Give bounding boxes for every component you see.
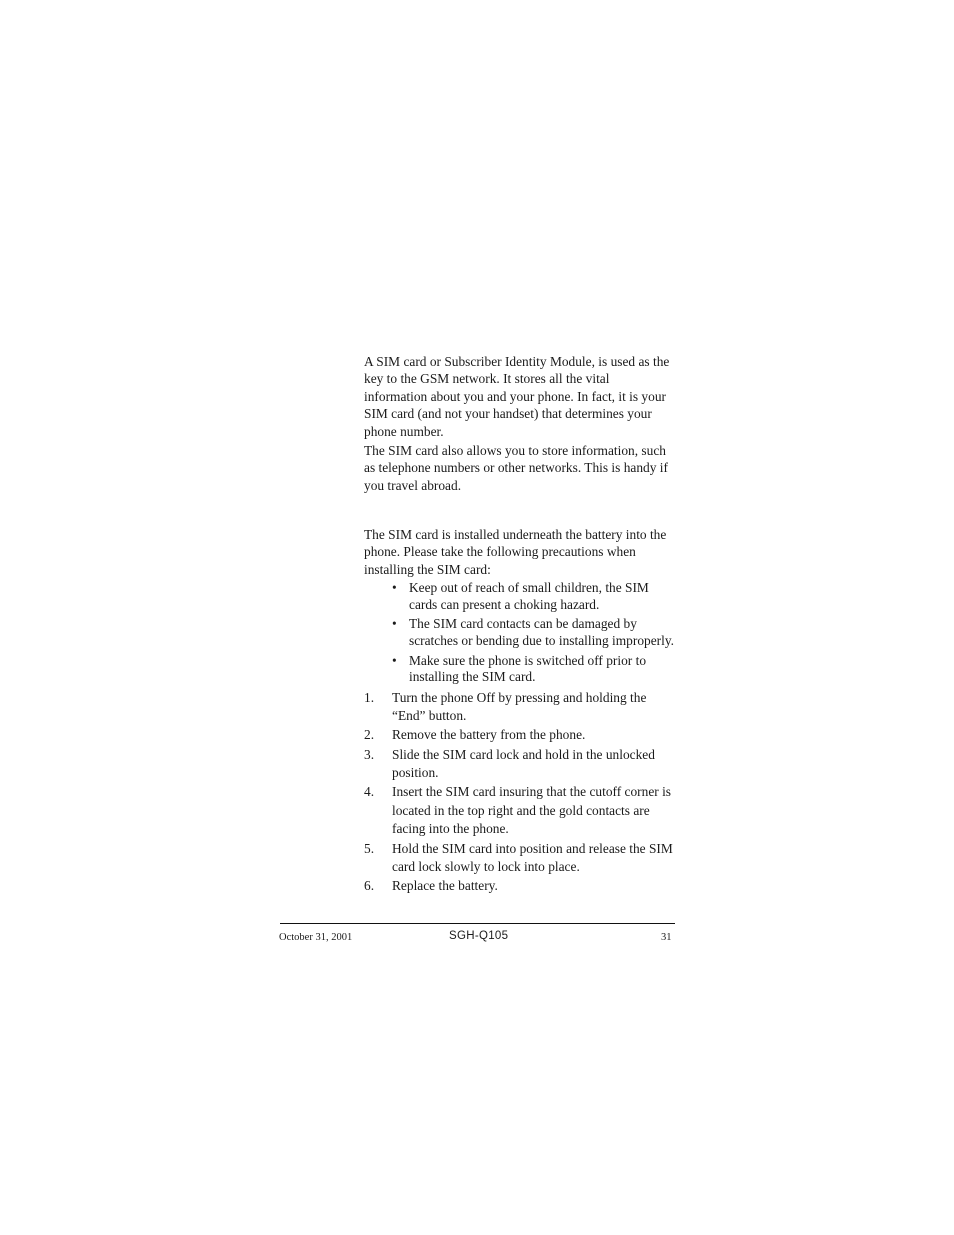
step-number: 4. [364,784,375,800]
step-number: 3. [364,746,375,762]
intro-paragraph: The SIM card also allows you to store information, such as telephone numbers or other networks. This is handy if you travel abroad. [364,443,668,493]
footer-date: October 31, 2001 [279,932,353,943]
step-text: Replace the battery. [392,878,498,894]
footer-divider [280,923,675,924]
list-item [364,580,676,613]
step-text: Remove the battery from the phone. [392,727,586,743]
step-number: 6. [364,878,375,894]
page-number: 31 [661,932,672,943]
bullet-icon: • [392,580,397,596]
step-text: Slide the SIM card lock and hold in the unlocked position. [392,746,655,781]
precaution-text: The SIM card contacts can be damaged by scratches or bending due to installing improperly. [409,616,675,648]
list-item [364,840,676,877]
bullet-icon: • [392,616,397,632]
step-text: Hold the SIM card into position and release the SIM card lock slowly to lock into place. [392,840,673,875]
list-item [364,726,676,745]
step-number: 1. [364,689,375,705]
footer-model-number: SGH-Q105 [449,930,509,942]
precaution-text: Make sure the phone is switched off prior to installing the SIM card. [409,652,647,685]
step-number: 2. [364,727,375,743]
list-item [364,783,676,839]
precaution-text: Keep out of reach of small children, the SIM cards can present a choking hazard. [409,580,649,612]
step-number: 5. [364,840,375,856]
sim-card-installation [364,526,676,896]
sim-card-intro [364,353,676,494]
installation-paragraph: The SIM card is installed underneath the battery into the phone. Please take the following precautions when installing the SIM card: [364,527,667,577]
list-item [364,616,676,649]
step-text: Turn the phone Off by pressing and holding the “End” button. [392,689,647,724]
list-item [364,689,676,726]
list-item [364,746,676,783]
list-item [364,877,676,896]
intro-paragraph: A SIM card or Subscriber Identity Module, is used as the key to the GSM network. It stores all the vital information about you and your phone. In fact, it is your SIM card (and not your handset) that determines your phone number. [364,354,670,439]
step-text: Insert the SIM card insuring that the cutoff corner is located in the top right and the gold contacts are facing into the phone. [392,784,672,837]
list-item [364,653,676,686]
bullet-icon: • [392,652,397,668]
installation-steps [364,689,676,896]
precautions-list [364,580,676,686]
